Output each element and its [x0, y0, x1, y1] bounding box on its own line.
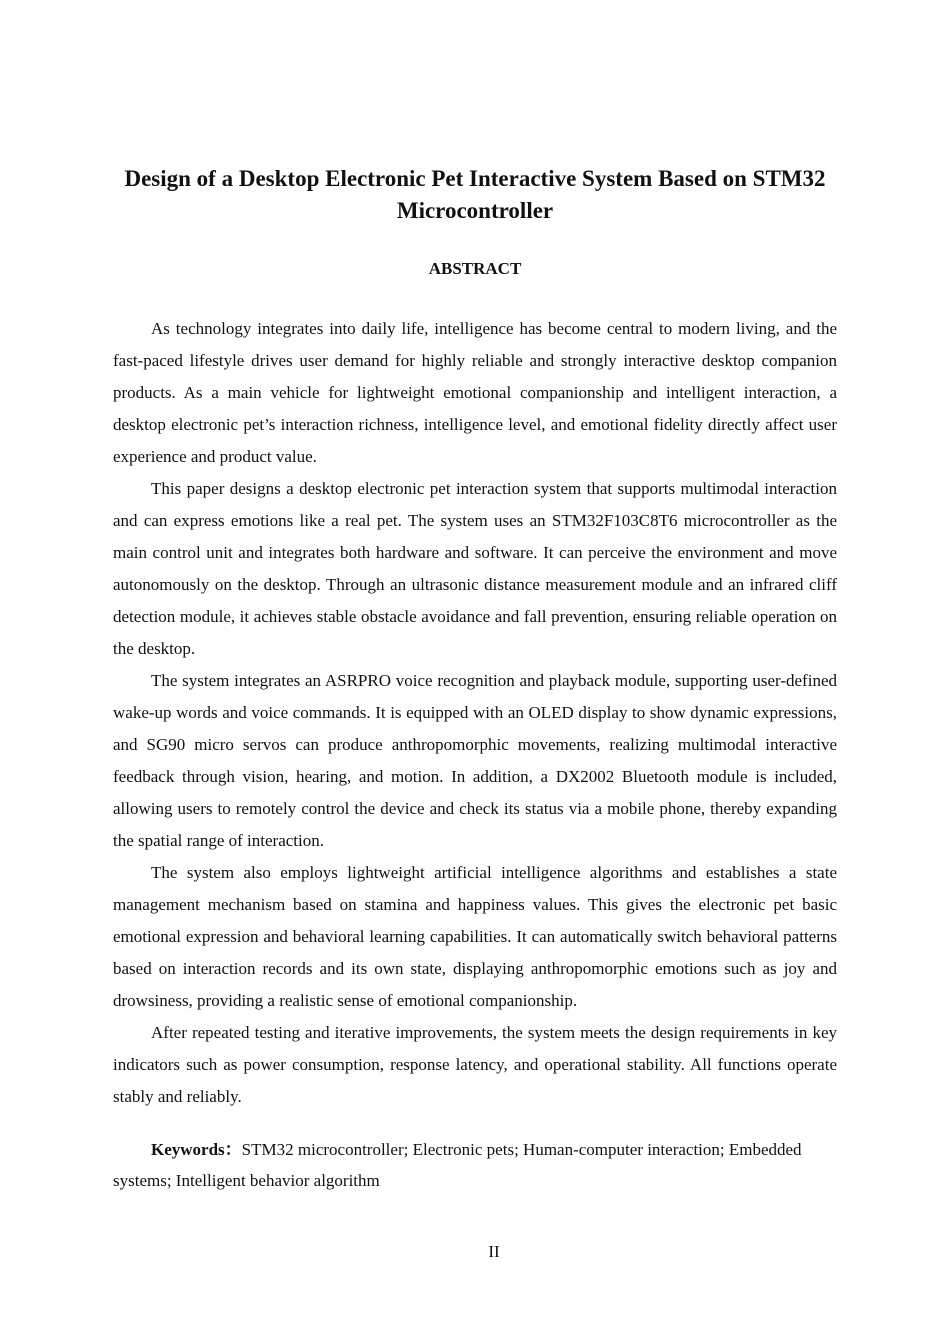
- keywords-label: Keywords：: [151, 1140, 242, 1159]
- page-number: II: [488, 1242, 500, 1261]
- abstract-heading: ABSTRACT: [428, 259, 522, 278]
- keywords-text: STM32 microcontroller; Electronic pets; Human-computer interaction; Embedded systems; Intelligent behavior algorithm: [113, 1140, 802, 1190]
- abstract-paragraph-2: This paper designs a desktop electronic pet interaction system that supports multimodal interaction and can express emotions like a real pet. The system uses an STM32F103C8T6 microcontroller as the main control unit and integrates both hardware and software. It can perceive the environment and move autonomously on the desktop. Through an ultrasonic distance measurement module and an infrared cliff detection module, it achieves stable obstacle avoidance and fall prevention, ensuring reliable operation on the desktop.: [113, 479, 837, 658]
- abstract-paragraph-5: After repeated testing and iterative improvements, the system meets the design requirements in key indicators such as power consumption, response latency, and operational stability. All functions operate stably and reliably.: [113, 1023, 837, 1106]
- abstract-paragraph-4: The system also employs lightweight artificial intelligence algorithms and establishes a state management mechanism based on stamina and happiness values. This gives the electronic pet basic emotional expression and behavioral learning capabilities. It can automatically switch behavioral patterns based on interaction records and its own state, displaying anthropomorphic emotions such as joy and drowsiness, providing a realistic sense of emotional companionship.: [113, 863, 837, 1010]
- abstract-paragraph-1: As technology integrates into daily life, intelligence has become central to modern living, and the fast-paced lifestyle drives user demand for highly reliable and strongly interactive desktop companion products. As a main vehicle for lightweight emotional companionship and intelligent interaction, a desktop electronic pet’s interaction richness, intelligence level, and emotional fidelity directly affect user experience and product value.: [113, 319, 837, 466]
- paper-title: Design of a Desktop Electronic Pet Interactive System Based on STM32 Microcontroller: [124, 166, 826, 223]
- abstract-body: [113, 313, 837, 1113]
- keywords-line: [113, 1134, 837, 1196]
- abstract-paragraph-3: The system integrates an ASRPRO voice recognition and playback module, supporting user-defined wake-up words and voice commands. It is equipped with an OLED display to show dynamic expressions, and SG90 micro servos can produce anthropomorphic movements, realizing multimodal interactive feedback through vision, hearing, and motion. In addition, a DX2002 Bluetooth module is included, allowing users to remotely control the device and check its status via a mobile phone, thereby expanding the spatial range of interaction.: [113, 671, 837, 850]
